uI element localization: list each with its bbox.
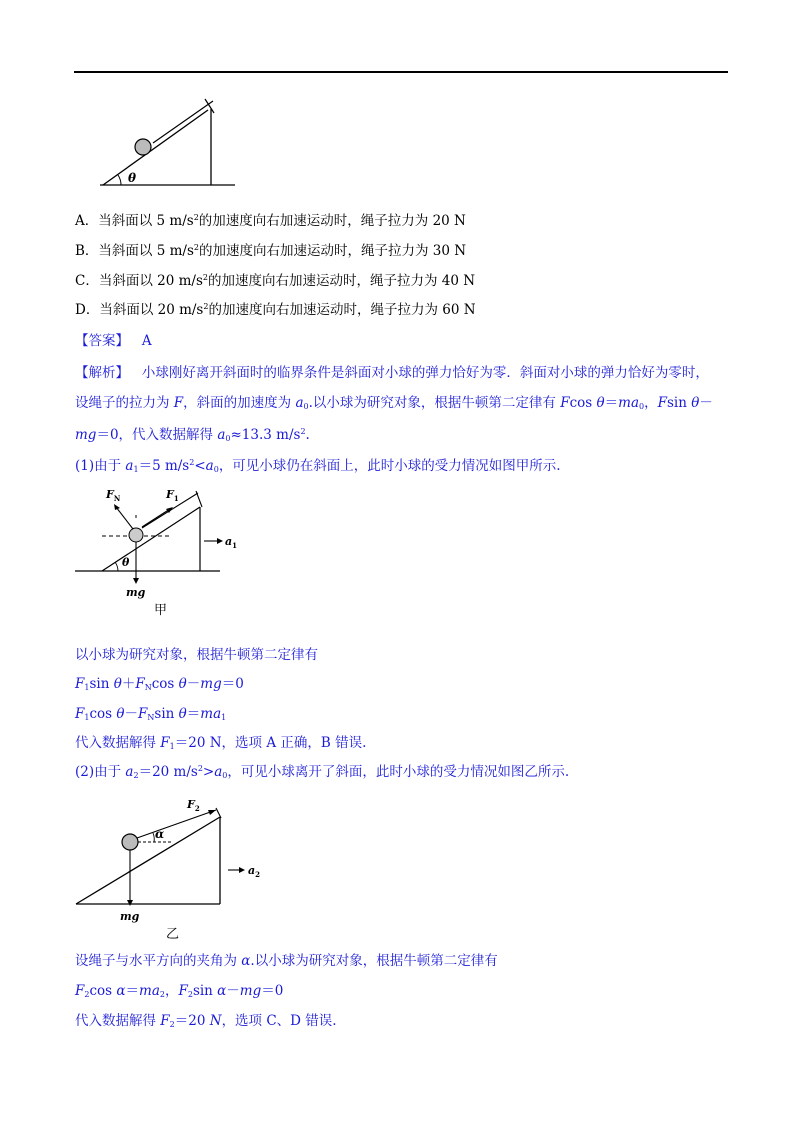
figure-caption-yi: 乙 <box>166 927 180 942</box>
part2-intro: (2)由于 $a_2=20$ $m/s^2>a_0$，可见小球离开了斜面，此时小球的受力情况如图乙所示. <box>75 764 570 780</box>
tension-arrow <box>142 509 170 527</box>
fn-sub: N <box>113 494 121 503</box>
answer-label: 【答案】 <box>75 333 129 349</box>
figure-yi <box>70 790 270 945</box>
normal-force-arrowhead <box>114 504 120 510</box>
mg-label: mg <box>126 586 146 599</box>
ball-icon <box>122 834 138 850</box>
mg-label: mg <box>120 910 140 923</box>
analysis-line-2: 设绳子的拉力为 F，斜面的加速度为 $a_0$.以小球为研究对象，根据牛顿第二定律有 Fcos $\theta=ma_0$，Fsin θ－ <box>75 395 713 411</box>
wall-top-cap <box>216 808 221 818</box>
wall-top-cap <box>196 491 202 507</box>
part1-result: 代入数据解得 $F_1=20$ N，选项 A 正确，B 错误. <box>75 735 367 751</box>
part2-eq1: $F_2\cos$ $\alpha=ma_2$，$F_2\sin$ α－mg＝0 <box>75 983 284 999</box>
a2-label: a <box>248 864 256 877</box>
option-c: C．当斜面以 20 $m/s^2$的加速度向右加速运动时，绳子拉力为 40 N <box>75 273 476 289</box>
alpha-label: α <box>155 827 165 841</box>
f1-label: F <box>166 488 174 501</box>
svg-text:a2 <box>248 864 260 879</box>
incline-figure <box>95 95 240 190</box>
figure-caption-jia: 甲 <box>154 603 168 618</box>
f2-label: F <box>187 798 195 811</box>
normal-force-arrow <box>116 507 133 529</box>
f2-sub: 2 <box>194 804 200 813</box>
analysis-line-1: 【解析】 小球刚好离开斜面时的临界条件是斜面对小球的弹力恰好为零．斜面对小球的弹力恰好为零时， <box>75 365 709 381</box>
incline-surface <box>76 817 220 904</box>
part2-text: 设绳子与水平方向的夹角为 α.以小球为研究对象，根据牛顿第二定律有 <box>75 953 498 969</box>
svg-text:a1 <box>225 535 237 550</box>
part2-result: 代入数据解得 $F_2=20$ N，选项 C、D 错误. <box>75 1013 337 1029</box>
svg-text:F2 <box>186 798 200 813</box>
option-d: D．当斜面以 20 $m/s^2$的加速度向右加速运动时，绳子拉力为 60 N <box>75 302 476 318</box>
ball-icon <box>129 528 143 542</box>
svg-text:F1 <box>165 488 179 503</box>
a1-label: a <box>225 535 233 548</box>
angle-arc <box>118 175 121 185</box>
header-rule <box>74 71 728 73</box>
option-a: A．当斜面以 5 $m/s^2$的加速度向右加速运动时，绳子拉力为 20 N <box>75 213 466 229</box>
theta-label: θ <box>128 171 137 185</box>
acceleration-arrowhead <box>239 867 245 873</box>
option-b: B．当斜面以 5 $m/s^2$的加速度向右加速运动时，绳子拉力为 30 N <box>75 243 467 259</box>
a2-sub: 2 <box>255 870 261 879</box>
rope-line <box>153 101 213 143</box>
f1-sub: 1 <box>173 494 179 503</box>
part1-text: 以小球为研究对象，根据牛顿第二定律有 <box>75 647 318 663</box>
analysis-line-3: mg＝0，代入数据解得 $a_0\approx 13.3$ $m/s^2$. <box>75 427 310 443</box>
tension-arrowhead <box>208 810 216 815</box>
theta-label: θ <box>122 556 130 569</box>
rope-line <box>137 810 216 838</box>
part1-eq2: $F_1\cos$ $\theta-F_N\sin$ $\theta=ma_1$ <box>75 706 227 722</box>
answer-value: A <box>141 333 152 349</box>
gravity-arrowhead <box>127 900 133 906</box>
svg-text:FN <box>105 488 121 503</box>
figure-jia <box>70 484 250 624</box>
acceleration-arrowhead <box>217 538 223 544</box>
part1-intro: (1)由于 $a_1=5$ $m/s^2<a_0$，可见小球仍在斜面上，此时小球的受力情况如图甲所示. <box>75 458 561 474</box>
incline-surface <box>102 507 200 571</box>
ball-icon <box>135 139 151 155</box>
incline-surface <box>103 110 208 185</box>
angle-arc <box>115 562 118 571</box>
gravity-arrowhead <box>133 578 139 584</box>
fn-label: F <box>106 488 114 501</box>
part1-eq1: $F_1\sin$ $\theta+F_N\cos$ θ－mg＝0 <box>75 676 244 692</box>
answer-line <box>75 332 152 350</box>
a1-sub: 1 <box>232 541 238 550</box>
